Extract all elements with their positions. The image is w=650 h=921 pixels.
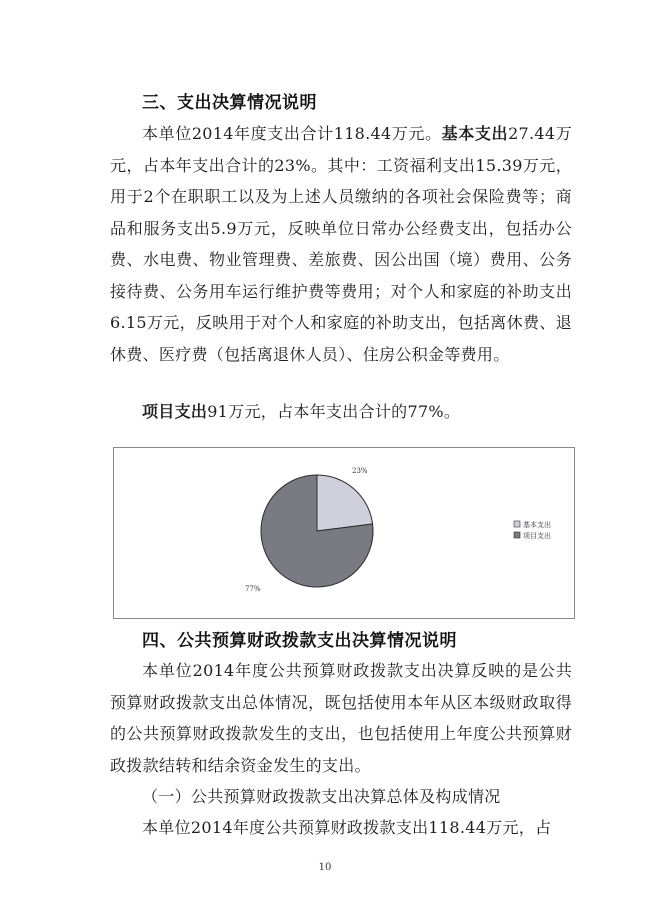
section3-heading: 三、支出决算情况说明 (142, 93, 317, 113)
pie-slice-basic (317, 475, 373, 531)
legend-swatch-project (514, 532, 520, 538)
legend-swatch-basic (514, 521, 520, 527)
legend-label-project: 项目支出 (523, 532, 551, 540)
data-label-project: 77% (245, 585, 261, 593)
data-label-basic: 23% (352, 467, 368, 475)
section3-p1-rest: 27.44万元，占本年支出合计的23%。其中：工资福利支出15.39万元，用于2个在职职工以及为上述人员缴纳的各项社会保险费等；商品和服务支出5.9万元，反映单位日常办公经费支出，包括办公费、水电费、物业管理费、差旅费、因公出国（境）费用、公务接待费、公务用车运行维护费等费用；对个人和家庭的补助支出6.15万元，反映用于对个人和家庭的补助支出，包括离休费、退休费、医疗费（包括离退休人员）、住房公积金等费用。 (110, 124, 572, 364)
pie-chart (114, 448, 576, 620)
page-number: 10 (318, 862, 332, 873)
section3-p1-intro: 本单位2014年度支出合计118.44万元。 (142, 124, 442, 143)
pie-chart-frame (113, 447, 575, 619)
section3-paragraph1 (110, 118, 572, 370)
section3-p2-rest: 91万元，占本年支出合计的77%。 (207, 402, 461, 421)
basic-expense-term: 基本支出 (441, 124, 509, 143)
project-expense-term: 项目支出 (142, 402, 208, 421)
section3-paragraph2 (110, 396, 572, 428)
section4-subheading: （一）公共预算财政拨款支出决算总体及构成情况 (142, 787, 501, 806)
legend-label-basic: 基本支出 (523, 521, 551, 529)
chart-legend (514, 520, 551, 540)
section4-heading: 四、公共预算财政拨款支出决算情况说明 (142, 631, 457, 651)
section4-paragraph1: 本单位2014年度公共预算财政拨款支出决算反映的是公共预算财政拨款支出总体情况，既包括使用本年从区本级财政取得的公共预算财政拨款发生的支出，也包括使用上年度公共预算财政拨款结转和结余资金发生的支出。 (110, 661, 572, 775)
section4-paragraph2: 本单位2014年度公共预算财政拨款支出118.44万元，占 (142, 818, 552, 837)
